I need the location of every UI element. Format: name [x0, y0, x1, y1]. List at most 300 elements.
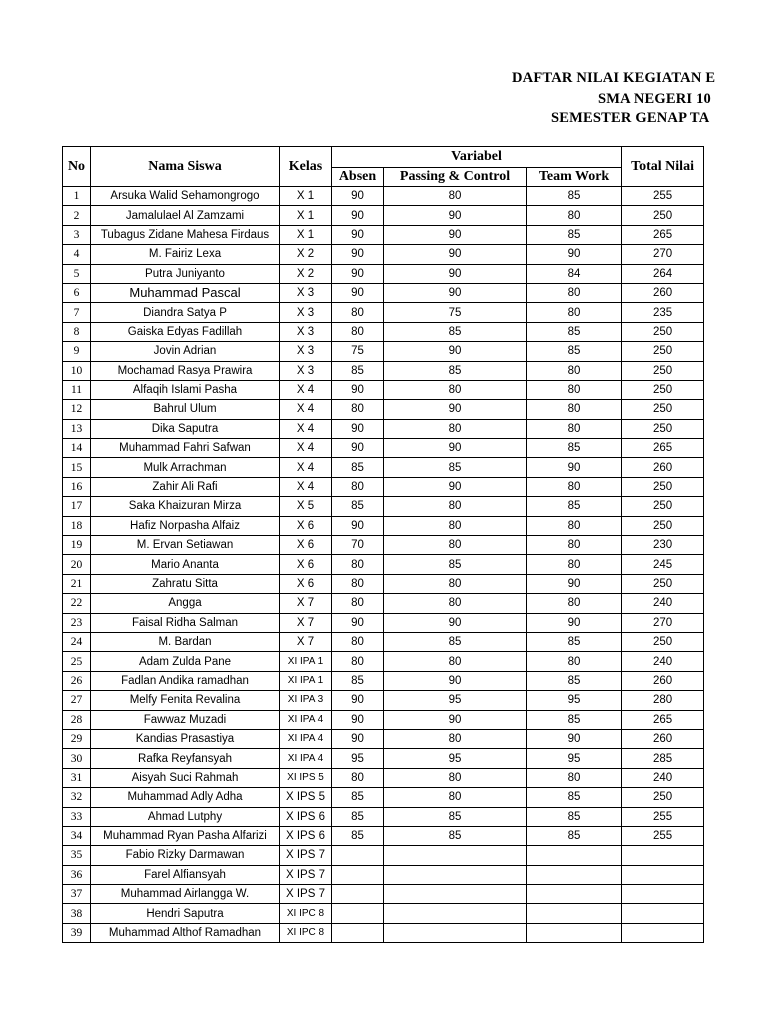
- cell-total-nilai: 260: [622, 283, 704, 302]
- cell-absen: 90: [332, 710, 384, 729]
- cell-no: 9: [63, 342, 91, 361]
- cell-total-nilai: 260: [622, 729, 704, 748]
- cell-kelas: X 2: [280, 245, 332, 264]
- cell-passing-control: 85: [384, 361, 527, 380]
- cell-team-work: 80: [527, 206, 622, 225]
- cell-nama-siswa: Muhammad Fahri Safwan: [91, 439, 280, 458]
- cell-total-nilai: 250: [622, 322, 704, 341]
- cell-absen: 90: [332, 380, 384, 399]
- cell-total-nilai: 255: [622, 807, 704, 826]
- cell-kelas: X 3: [280, 283, 332, 302]
- table-row: [63, 710, 704, 729]
- cell-team-work: [527, 904, 622, 923]
- cell-absen: 80: [332, 555, 384, 574]
- cell-absen: 90: [332, 283, 384, 302]
- cell-nama-siswa: Angga: [91, 594, 280, 613]
- cell-total-nilai: 240: [622, 652, 704, 671]
- cell-absen: [332, 885, 384, 904]
- cell-absen: 75: [332, 342, 384, 361]
- table-row: [63, 594, 704, 613]
- cell-team-work: 90: [527, 458, 622, 477]
- cell-team-work: 80: [527, 516, 622, 535]
- cell-absen: 80: [332, 477, 384, 496]
- cell-total-nilai: 250: [622, 400, 704, 419]
- cell-nama-siswa: Kandias Prasastiya: [91, 729, 280, 748]
- cell-team-work: 80: [527, 400, 622, 419]
- table-row: [63, 555, 704, 574]
- cell-total-nilai: 235: [622, 303, 704, 322]
- cell-kelas: X 1: [280, 206, 332, 225]
- cell-passing-control: 95: [384, 691, 527, 710]
- cell-passing-control: 90: [384, 439, 527, 458]
- cell-total-nilai: 250: [622, 206, 704, 225]
- cell-passing-control: 95: [384, 749, 527, 768]
- cell-no: 28: [63, 710, 91, 729]
- cell-no: 23: [63, 613, 91, 632]
- cell-team-work: 85: [527, 671, 622, 690]
- cell-nama-siswa: Fawwaz Muzadi: [91, 710, 280, 729]
- cell-nama-siswa: Jovin Adrian: [91, 342, 280, 361]
- cell-no: 19: [63, 536, 91, 555]
- table-row: [63, 632, 704, 651]
- header-absen: Absen: [332, 168, 384, 187]
- cell-passing-control: 90: [384, 283, 527, 302]
- title-line-3: SEMESTER GENAP TA: [551, 110, 710, 126]
- title-line-2: SMA NEGERI 10: [598, 91, 711, 107]
- cell-no: 5: [63, 264, 91, 283]
- cell-total-nilai: 240: [622, 594, 704, 613]
- cell-nama-siswa: Saka Khaizuran Mirza: [91, 497, 280, 516]
- cell-passing-control: [384, 846, 527, 865]
- table-row: [63, 283, 704, 302]
- cell-nama-siswa: Diandra Satya P: [91, 303, 280, 322]
- cell-nama-siswa: M. Ervan Setiawan: [91, 536, 280, 555]
- cell-absen: [332, 923, 384, 942]
- cell-kelas: XI IPA 3: [280, 691, 332, 710]
- table-row: [63, 807, 704, 826]
- cell-nama-siswa: Muhammad Airlangga W.: [91, 885, 280, 904]
- cell-nama-siswa: Gaiska Edyas Fadillah: [91, 322, 280, 341]
- cell-absen: 90: [332, 439, 384, 458]
- table-row: [63, 419, 704, 438]
- table-row: [63, 303, 704, 322]
- cell-total-nilai: 270: [622, 613, 704, 632]
- table-row: [63, 671, 704, 690]
- cell-kelas: X 4: [280, 458, 332, 477]
- cell-nama-siswa: Muhammad Althof Ramadhan: [91, 923, 280, 942]
- cell-nama-siswa: Fabio Rizky Darmawan: [91, 846, 280, 865]
- cell-passing-control: 90: [384, 477, 527, 496]
- cell-absen: 95: [332, 749, 384, 768]
- table-row: [63, 400, 704, 419]
- cell-absen: [332, 846, 384, 865]
- table-row: [63, 826, 704, 845]
- table-row: [63, 749, 704, 768]
- cell-no: 30: [63, 749, 91, 768]
- cell-total-nilai: 260: [622, 458, 704, 477]
- cell-kelas: X IPS 6: [280, 807, 332, 826]
- cell-nama-siswa: Aisyah Suci Rahmah: [91, 768, 280, 787]
- cell-no: 8: [63, 322, 91, 341]
- cell-no: 17: [63, 497, 91, 516]
- cell-passing-control: 80: [384, 768, 527, 787]
- cell-total-nilai: 280: [622, 691, 704, 710]
- table-row: [63, 477, 704, 496]
- table-row: [63, 652, 704, 671]
- cell-absen: 85: [332, 788, 384, 807]
- table-row: [63, 458, 704, 477]
- cell-no: 21: [63, 574, 91, 593]
- table-row: [63, 225, 704, 244]
- header-team-work: Team Work: [527, 168, 622, 187]
- cell-nama-siswa: Adam Zulda Pane: [91, 652, 280, 671]
- cell-passing-control: [384, 904, 527, 923]
- cell-no: 27: [63, 691, 91, 710]
- table-row: [63, 187, 704, 206]
- table-row: [63, 923, 704, 942]
- table-row: [63, 206, 704, 225]
- cell-kelas: X 1: [280, 225, 332, 244]
- cell-total-nilai: [622, 904, 704, 923]
- cell-passing-control: 85: [384, 322, 527, 341]
- cell-no: 15: [63, 458, 91, 477]
- cell-passing-control: 85: [384, 632, 527, 651]
- cell-passing-control: 85: [384, 826, 527, 845]
- cell-team-work: 80: [527, 361, 622, 380]
- cell-team-work: 80: [527, 419, 622, 438]
- cell-no: 4: [63, 245, 91, 264]
- cell-no: 14: [63, 439, 91, 458]
- cell-kelas: X IPS 7: [280, 885, 332, 904]
- table-row: [63, 380, 704, 399]
- cell-passing-control: [384, 865, 527, 884]
- cell-team-work: 80: [527, 477, 622, 496]
- cell-nama-siswa: Alfaqih Islami Pasha: [91, 380, 280, 399]
- cell-kelas: XI IPA 4: [280, 710, 332, 729]
- cell-total-nilai: 250: [622, 497, 704, 516]
- cell-total-nilai: 250: [622, 477, 704, 496]
- cell-no: 16: [63, 477, 91, 496]
- cell-nama-siswa: Rafka Reyfansyah: [91, 749, 280, 768]
- cell-absen: 85: [332, 458, 384, 477]
- cell-absen: 90: [332, 245, 384, 264]
- cell-passing-control: 90: [384, 264, 527, 283]
- cell-passing-control: 80: [384, 516, 527, 535]
- cell-nama-siswa: Melfy Fenita Revalina: [91, 691, 280, 710]
- table-row: [63, 264, 704, 283]
- cell-no: 10: [63, 361, 91, 380]
- cell-total-nilai: 250: [622, 516, 704, 535]
- cell-absen: 85: [332, 361, 384, 380]
- cell-absen: 80: [332, 652, 384, 671]
- cell-total-nilai: 265: [622, 225, 704, 244]
- cell-nama-siswa: Zahratu Sitta: [91, 574, 280, 593]
- table-row: [63, 904, 704, 923]
- cell-nama-siswa: Arsuka Walid Sehamongrogo: [91, 187, 280, 206]
- cell-kelas: X 3: [280, 361, 332, 380]
- cell-kelas: XI IPC 8: [280, 904, 332, 923]
- cell-total-nilai: 245: [622, 555, 704, 574]
- table-row: [63, 574, 704, 593]
- cell-kelas: X IPS 5: [280, 788, 332, 807]
- grades-table-body: [63, 187, 704, 943]
- cell-absen: 80: [332, 322, 384, 341]
- cell-total-nilai: 285: [622, 749, 704, 768]
- cell-team-work: 84: [527, 264, 622, 283]
- cell-passing-control: 80: [384, 380, 527, 399]
- cell-kelas: XI IPA 1: [280, 652, 332, 671]
- cell-passing-control: 90: [384, 710, 527, 729]
- cell-team-work: 80: [527, 536, 622, 555]
- cell-team-work: 95: [527, 749, 622, 768]
- cell-team-work: 85: [527, 788, 622, 807]
- cell-total-nilai: 240: [622, 768, 704, 787]
- cell-team-work: 95: [527, 691, 622, 710]
- cell-nama-siswa: Ahmad Lutphy: [91, 807, 280, 826]
- cell-team-work: 80: [527, 768, 622, 787]
- cell-passing-control: 90: [384, 342, 527, 361]
- cell-nama-siswa: M. Bardan: [91, 632, 280, 651]
- cell-kelas: X IPS 7: [280, 846, 332, 865]
- cell-passing-control: 85: [384, 458, 527, 477]
- cell-kelas: XI IPA 4: [280, 749, 332, 768]
- cell-passing-control: 80: [384, 187, 527, 206]
- cell-passing-control: [384, 923, 527, 942]
- cell-passing-control: 90: [384, 671, 527, 690]
- cell-nama-siswa: Mario Ananta: [91, 555, 280, 574]
- cell-no: 2: [63, 206, 91, 225]
- header-total-nilai: Total Nilai: [622, 147, 704, 187]
- cell-kelas: X 4: [280, 419, 332, 438]
- document-title-block: [0, 0, 768, 140]
- cell-nama-siswa: Muhammad Adly Adha: [91, 788, 280, 807]
- cell-passing-control: 90: [384, 245, 527, 264]
- cell-team-work: 80: [527, 303, 622, 322]
- table-row: [63, 322, 704, 341]
- cell-team-work: 85: [527, 439, 622, 458]
- cell-kelas: X 7: [280, 613, 332, 632]
- cell-kelas: X 6: [280, 574, 332, 593]
- cell-no: 22: [63, 594, 91, 613]
- cell-team-work: 80: [527, 380, 622, 399]
- table-row: [63, 613, 704, 632]
- cell-kelas: X 4: [280, 380, 332, 399]
- cell-passing-control: 80: [384, 788, 527, 807]
- cell-absen: 80: [332, 400, 384, 419]
- table-row: [63, 536, 704, 555]
- cell-total-nilai: 264: [622, 264, 704, 283]
- cell-absen: 80: [332, 574, 384, 593]
- cell-kelas: X 7: [280, 594, 332, 613]
- cell-no: 6: [63, 283, 91, 302]
- grades-table: [62, 146, 704, 943]
- cell-passing-control: 80: [384, 594, 527, 613]
- cell-team-work: 85: [527, 342, 622, 361]
- cell-passing-control: 90: [384, 206, 527, 225]
- cell-kelas: X 6: [280, 516, 332, 535]
- cell-no: 1: [63, 187, 91, 206]
- table-row: [63, 846, 704, 865]
- cell-total-nilai: [622, 885, 704, 904]
- header-nama-siswa: Nama Siswa: [91, 147, 280, 187]
- cell-team-work: 85: [527, 807, 622, 826]
- cell-kelas: X 3: [280, 322, 332, 341]
- cell-no: 34: [63, 826, 91, 845]
- cell-kelas: X 4: [280, 439, 332, 458]
- cell-no: 25: [63, 652, 91, 671]
- cell-passing-control: 85: [384, 807, 527, 826]
- cell-team-work: [527, 885, 622, 904]
- cell-no: 7: [63, 303, 91, 322]
- cell-team-work: 80: [527, 283, 622, 302]
- table-row: [63, 788, 704, 807]
- cell-team-work: 80: [527, 594, 622, 613]
- cell-total-nilai: 255: [622, 187, 704, 206]
- cell-nama-siswa: Tubagus Zidane Mahesa Firdaus: [91, 225, 280, 244]
- cell-nama-siswa: Hendri Saputra: [91, 904, 280, 923]
- title-line-1: DAFTAR NILAI KEGIATAN E: [512, 70, 716, 86]
- table-row: [63, 497, 704, 516]
- cell-total-nilai: [622, 865, 704, 884]
- cell-team-work: 80: [527, 555, 622, 574]
- cell-absen: 90: [332, 206, 384, 225]
- table-row: [63, 691, 704, 710]
- table-row: [63, 361, 704, 380]
- cell-absen: 85: [332, 671, 384, 690]
- cell-passing-control: 90: [384, 400, 527, 419]
- cell-no: 37: [63, 885, 91, 904]
- cell-no: 31: [63, 768, 91, 787]
- cell-kelas: X IPS 6: [280, 826, 332, 845]
- cell-kelas: X 5: [280, 497, 332, 516]
- cell-team-work: [527, 923, 622, 942]
- cell-kelas: XI IPC 8: [280, 923, 332, 942]
- cell-no: 39: [63, 923, 91, 942]
- cell-absen: 80: [332, 768, 384, 787]
- cell-no: 33: [63, 807, 91, 826]
- cell-kelas: XI IPA 1: [280, 671, 332, 690]
- cell-absen: 90: [332, 516, 384, 535]
- cell-team-work: 90: [527, 729, 622, 748]
- cell-team-work: [527, 846, 622, 865]
- cell-total-nilai: 260: [622, 671, 704, 690]
- cell-kelas: XI IPA 4: [280, 729, 332, 748]
- cell-absen: 90: [332, 691, 384, 710]
- cell-team-work: 90: [527, 245, 622, 264]
- cell-nama-siswa: Muhammad Ryan Pasha Alfarizi: [91, 826, 280, 845]
- cell-absen: 90: [332, 264, 384, 283]
- cell-total-nilai: 270: [622, 245, 704, 264]
- cell-passing-control: 85: [384, 555, 527, 574]
- cell-nama-siswa: Faisal Ridha Salman: [91, 613, 280, 632]
- cell-kelas: X 1: [280, 187, 332, 206]
- cell-no: 13: [63, 419, 91, 438]
- cell-nama-siswa: Putra Juniyanto: [91, 264, 280, 283]
- cell-kelas: X IPS 7: [280, 865, 332, 884]
- cell-team-work: 85: [527, 225, 622, 244]
- cell-nama-siswa: Muhammad Pascal: [91, 283, 280, 302]
- cell-no: 36: [63, 865, 91, 884]
- cell-no: 11: [63, 380, 91, 399]
- cell-absen: 90: [332, 187, 384, 206]
- cell-passing-control: [384, 885, 527, 904]
- cell-passing-control: 80: [384, 729, 527, 748]
- cell-absen: 70: [332, 536, 384, 555]
- cell-team-work: 90: [527, 613, 622, 632]
- header-no: No: [63, 147, 91, 187]
- cell-absen: 85: [332, 807, 384, 826]
- cell-passing-control: 75: [384, 303, 527, 322]
- header-variabel: Variabel: [332, 147, 622, 168]
- cell-nama-siswa: Mochamad Rasya Prawira: [91, 361, 280, 380]
- cell-team-work: 85: [527, 322, 622, 341]
- cell-total-nilai: 250: [622, 342, 704, 361]
- cell-no: 12: [63, 400, 91, 419]
- table-row: [63, 729, 704, 748]
- cell-absen: 90: [332, 419, 384, 438]
- cell-team-work: [527, 865, 622, 884]
- cell-team-work: 90: [527, 574, 622, 593]
- cell-total-nilai: 250: [622, 419, 704, 438]
- cell-kelas: XI IPS 5: [280, 768, 332, 787]
- cell-absen: 80: [332, 594, 384, 613]
- cell-no: 35: [63, 846, 91, 865]
- cell-kelas: X 3: [280, 303, 332, 322]
- cell-absen: [332, 865, 384, 884]
- cell-no: 24: [63, 632, 91, 651]
- cell-absen: [332, 904, 384, 923]
- cell-total-nilai: 230: [622, 536, 704, 555]
- cell-passing-control: 90: [384, 613, 527, 632]
- cell-total-nilai: [622, 846, 704, 865]
- cell-total-nilai: 265: [622, 439, 704, 458]
- table-row: [63, 342, 704, 361]
- cell-team-work: 85: [527, 710, 622, 729]
- table-row: [63, 439, 704, 458]
- cell-total-nilai: 250: [622, 632, 704, 651]
- cell-absen: 85: [332, 497, 384, 516]
- cell-kelas: X 4: [280, 477, 332, 496]
- cell-passing-control: 80: [384, 536, 527, 555]
- cell-total-nilai: [622, 923, 704, 942]
- header-kelas: Kelas: [280, 147, 332, 187]
- table-row: [63, 768, 704, 787]
- cell-total-nilai: 255: [622, 826, 704, 845]
- cell-nama-siswa: Mulk Arrachman: [91, 458, 280, 477]
- cell-nama-siswa: Zahir Ali Rafi: [91, 477, 280, 496]
- cell-no: 18: [63, 516, 91, 535]
- cell-nama-siswa: Farel Alfiansyah: [91, 865, 280, 884]
- cell-passing-control: 80: [384, 419, 527, 438]
- cell-absen: 80: [332, 632, 384, 651]
- cell-kelas: X 7: [280, 632, 332, 651]
- cell-absen: 90: [332, 613, 384, 632]
- cell-total-nilai: 250: [622, 380, 704, 399]
- cell-no: 38: [63, 904, 91, 923]
- cell-absen: 90: [332, 729, 384, 748]
- cell-nama-siswa: M. Fairiz Lexa: [91, 245, 280, 264]
- cell-absen: 90: [332, 225, 384, 244]
- cell-nama-siswa: Jamalulael Al Zamzami: [91, 206, 280, 225]
- cell-no: 32: [63, 788, 91, 807]
- cell-team-work: 80: [527, 652, 622, 671]
- cell-no: 20: [63, 555, 91, 574]
- cell-passing-control: 80: [384, 574, 527, 593]
- table-row: [63, 865, 704, 884]
- cell-nama-siswa: Bahrul Ulum: [91, 400, 280, 419]
- cell-kelas: X 6: [280, 555, 332, 574]
- cell-nama-siswa: Hafiz Norpasha Alfaiz: [91, 516, 280, 535]
